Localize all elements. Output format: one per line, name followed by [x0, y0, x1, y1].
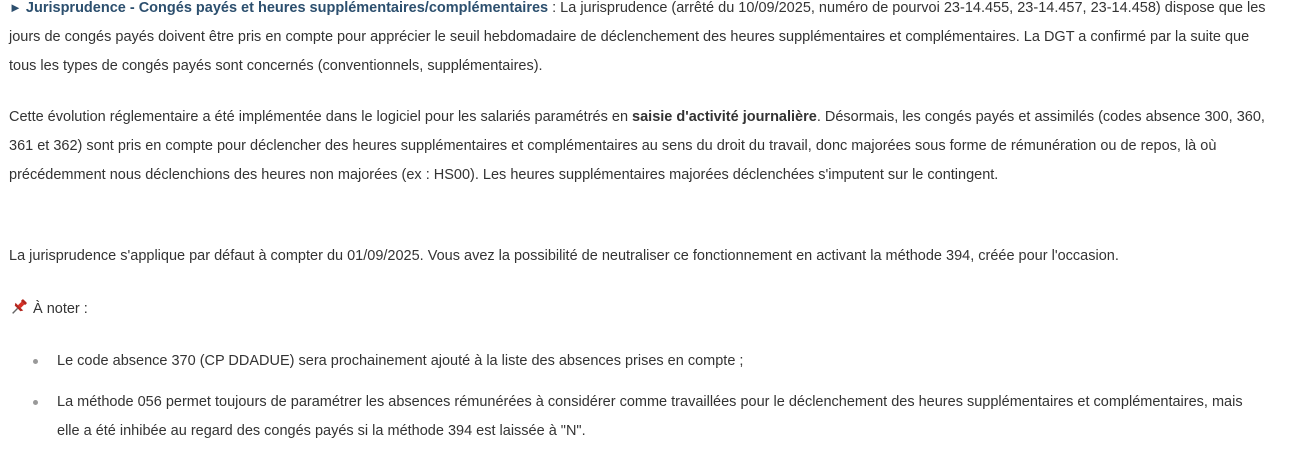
bullet-icon: [33, 400, 38, 405]
note-list: [9, 347, 1269, 458]
list-item-text: Le code absence 370 (CP DDADUE) sera prochainement ajouté à la liste des absences prises en compte ;: [57, 353, 744, 369]
section-heading: Jurisprudence - Congés payés et heures supplémentaires/complémentaires: [25, 0, 549, 16]
list-item: [9, 388, 1269, 446]
paragraph-text-after: . Désormais, les congés payés et assimilés (codes absence 300, 360, 361 et 362) sont pris en compte pour déclencher des heures supplémentaires et complémentaires au sens du droit du travail, donc majorées sous forme de rémunération ou de repos, là où précédemment nous déclenchions des heures non majorées (ex : HS00). Les heures supplémentaires majorées déclenchées s'imputent sur le contingent.: [9, 109, 1265, 183]
pushpin-icon: [9, 297, 29, 317]
paragraph-text-before: Cette évolution réglementaire a été implémentée dans le logiciel pour les salariés paramétrés en: [9, 109, 633, 125]
paragraph-implementation: [9, 103, 1269, 190]
note-label: À noter :: [33, 301, 88, 317]
paragraph-text: La jurisprudence s'applique par défaut à compter du 01/09/2025. Vous avez la possibilité de neutraliser ce fonctionnement en activant la méthode 394, créée pour l'occasion.: [9, 248, 1119, 264]
list-item-text: La méthode 056 permet toujours de paramétrer les absences rémunérées à considérer comme travaillées pour le déclenchement des heures supplémentaires et complémentaires, mais elle a été inhibée au regard des congés payés si la méthode 394 est laissée à "N".: [57, 394, 1243, 439]
list-item: [9, 347, 1269, 376]
note-heading: [9, 295, 1269, 324]
bold-term: saisie d'activité journalière: [632, 109, 817, 125]
paragraph-jurisprudence: [9, 0, 1269, 81]
paragraph-default-application: [9, 242, 1269, 271]
bullet-icon: [33, 359, 38, 364]
arrow-right-icon: ►: [9, 0, 22, 15]
paragraph-text: : La jurisprudence (arrêté du 10/09/2025, numéro de pourvoi 23-14.455, 23-14.457, 23-14.458) dispose que les jours de congés payés doivent être pris en compte pour apprécier le seuil hebdomadaire de déclenchement des heures supplémentaires et complémentaires. La DGT a confirmé par la suite que tous les types de congés payés sont concernés (conventionnels, supplémentaires).: [9, 0, 1266, 74]
